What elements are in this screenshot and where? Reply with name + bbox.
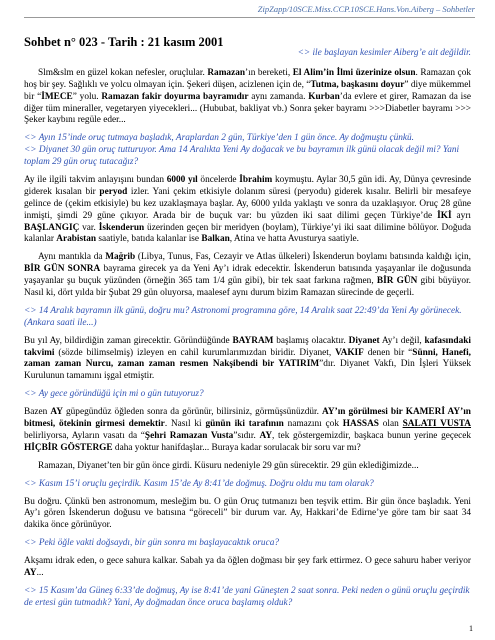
answer-paragraph: Akşamı idrak eden, o gece sahura kalkar. Sabah ya da öğlen doğması bir şey fark ettirmez. O gece sahuru haber veriyor AY...	[24, 556, 471, 578]
header-rule	[24, 17, 475, 18]
running-header: ZipZapp/10SCE.Miss.CCP.10SCE.Hans.Von.Aiberg – Sohbetler	[257, 4, 475, 14]
question-paragraph: <> Kasım 15’i oruçlu geçirdik. Kasım 15’de Ay 8:41’de doğmuş. Doğru oldu mu tam olarak?	[24, 478, 374, 489]
page-number: 1	[469, 623, 473, 633]
answer-paragraph: Ay ile ilgili takvim anlayışını bundan 6000 yıl öncelerde İbrahim koymuştu. Aylar 30,5 gün idi. Ay, Dünya çevresinde giderek kısalan bir peryod izler. Yani çekim etkisiyle dolanım süresi (peryodu) giderek kısalır. Belirli bir mesafeye gelince de (çekim etkisiyle) bu kez uzaklaşmaya başlar. Ay, 6000 yılda yaklaştı ve sonra da uzaklaşıyor. Oruç 28 güne inmişti, şimdi 29 güne çıkıyor. Arada bir de buçuk var: bu yüzden iki saat dilimi geçen Türkiye’de İKİ ayrı BAŞLANGIÇ var. İskenderun üzerinden geçen bir meridyen (boylam), Türkiye’yi iki saat dilimine bölüyor. Doğuda kalanlar Arabistan saatiyle, batıda kalanlar ise Balkan, Atina ve hatta Avusturya saatiyle.	[24, 175, 472, 245]
answer-paragraph: Bu doğru. Çünkü ben astronomum, mesleğim bu. O gün Oruç tutmanızı ben teşvik ettim. Bir gün önce başladık. Yeni Ay’ı gören İskenderun doğusu ve batısına “göreceli” bir durum var. Ay, Hakkari’de Edirne’ye göre tam bir saat 34 dakika önce görünüyor.	[24, 496, 471, 531]
question-paragraph: <> Peki öğle vakti doğsaydı, bir gün sonra mı başlayacaktık oruca?	[24, 538, 279, 549]
page-title: Sohbet n° 023 - Tarih : 21 kasım 2001	[24, 35, 224, 49]
answer-paragraph: Ramazan, Diyanet’ten bir gün önce girdi. Küsuru nedeniyle 29 gün sürecektir. 29 gün eklediğimizde...	[38, 460, 419, 471]
question-paragraph: <> 15 Kasım’da Güneş 6:33’de doğmuş, Ay ise 8:41’de yani Güneşten 2 saat sonra. Peki neden o günü oruçlu geçirdik de ertesi gün tutmadık? Yani, Ay doğmadan önce oruca başlamış olduk?	[24, 585, 470, 608]
answer-paragraph: Bu yıl Ay, bildirdiğin zaman girecektir. Göründüğünde BAYRAM başlamış olacaktır. Diyanet Ay’ı değil, kafasındaki takvimi (sözde bilimselmiş) izleyen en cahil kurumlarımızdan biridir. Diyanet, VAKIF denen bir “Sünni, Hanefi, zaman zaman Nurcu, zaman zaman resmen Nakşibendi bir YATIRIM”dır. Diyanet Vakfı, Din İşleri Yüksek Kurulunun tamamını işgal etmiştir.	[24, 335, 472, 382]
paragraph-list	[24, 68, 471, 610]
document-body	[24, 48, 471, 616]
question-paragraph: <> 14 Aralık bayramın ilk günü, doğru mu? Astronomi programına göre, 14 Aralık saat 22:49’da Yeni Ay görünecek. (Ankara saati ile...)	[24, 305, 462, 328]
subtitle-note: <> ile başlayan kesimler Aiberg’e ait değildir.	[297, 48, 471, 58]
question-paragraph: <> Ayın 15’inde oruç tutmaya başladık, Araplardan 2 gün, Türkiye’den 1 gün önce. Ay doğmuştu çünkü. <> Diyanet 30 gün oruç tutturuyor. Ama 14 Aralıkta Yeni Ay doğacak ve bu bayramın ilk günü olacak değil mi? Yani toplam 29 gün oruç tutacağız?	[24, 133, 460, 168]
answer-paragraph: Bazen AY güpegündüz öğleden sonra da görünür, bilirsiniz, görmüşsünüzdür. AY’ın görülmesi bir KAMERİ AY’ın bitmesi, ötekinin girmesi demektir. Nasıl ki günün iki tarafının namazını çok HASSAS olan SALATI VUSTA belirliyorsa, Ayların vasatı da “Şehri Ramazan Vusta”sıdır. AY, tek göstergemizdir, başkaca bunun yerine geçecek HİÇBİR GÖSTERGE daha yoktur hanifdaşlar... Buraya kadar sorulacak bir soru var mı?	[24, 407, 472, 453]
answer-paragraph: Aynı mantıkla da Mağrib (Libya, Tunus, Fas, Cezayir ve Atlas ülkeleri) İskenderun boylamı batısında kaldığı için, BİR GÜN SONRA bayrama girecek ya da Yeni Ay’ı idrak edecektir. İskenderun batısında yaşayanlar ile doğusunda yaşayanlar şu buçuk yüzünden (örneğin 365 tam 1/4 gün gibi), bir tek saat farkına rağmen, BİR GÜN gibi büyüyor. Nasıl ki, dört yılda bir Şubat 29 gün oluyorsa, maalesef aynı durum bizim Ramazan sürecinde de geçerli.	[24, 252, 471, 299]
question-paragraph: <> Ay gece göründüğü için mi o gün tutuyoruz?	[24, 389, 204, 400]
answer-paragraph: Slm&slm en güzel kokan nefesler, oruçlular. Ramazan’ın bereketi, El Alim’in İlmi üzerinize olsun. Ramazan çok hoş bir şey. Sağlıklı ve yolcu olmayan için. Şekeri düşen, acizlenen için de, “Tutma, başkasını doyur” diye mükemmel bir “İMECE” yolu. Ramazan fakir doyurma bayramıdır aynı zamanda. Kurban’da evlere et girer, Ramazan da ise diğer tüm mineraller, vegetaryen yiyecekleri... (Hububat, bakliyat vb.) Sonra şeker bayramı >>>Diabetler bayramı >>> Şeker kaybını regüle eder...	[24, 67, 471, 126]
